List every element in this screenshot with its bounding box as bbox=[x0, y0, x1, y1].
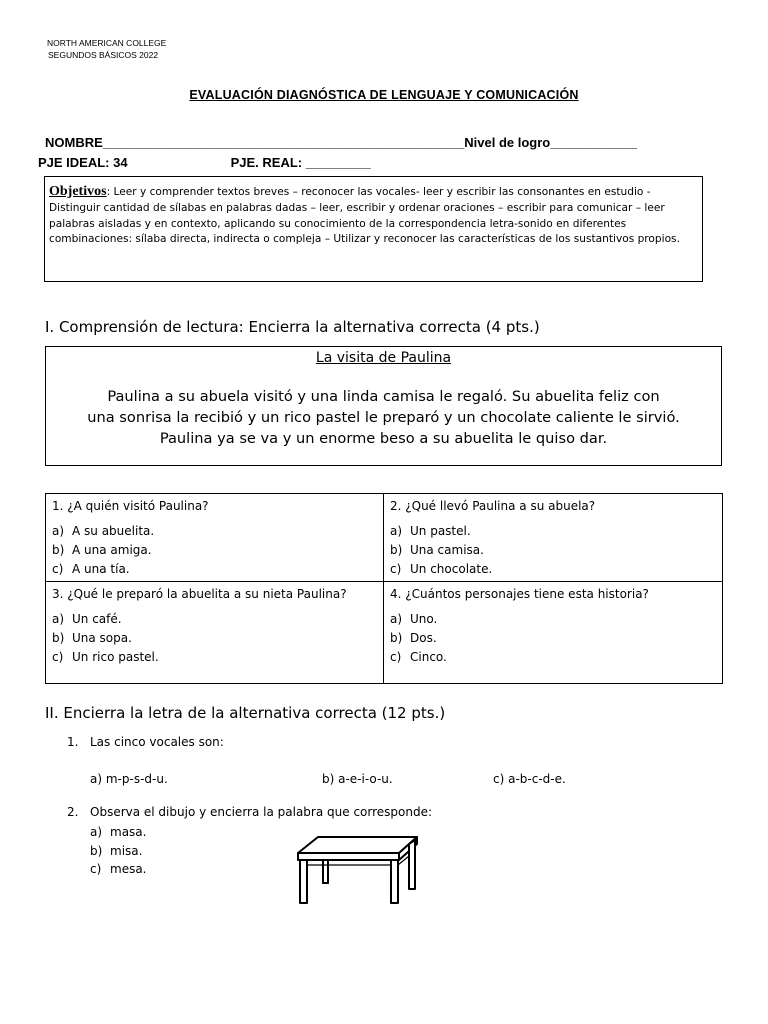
story-line: una sonrisa la recibió y un rico pastel le preparó y un chocolate caliente le sirvió. bbox=[87, 409, 680, 426]
answer-option[interactable]: a) A su abuelita. bbox=[52, 524, 155, 538]
story-title: La visita de Paulina bbox=[315, 350, 452, 366]
story-line: Paulina ya se va y un enorme beso a su abuelita le quiso dar. bbox=[159, 430, 608, 447]
section2-heading: II. Encierra la letra de la alternativa correcta (12 pts.) bbox=[45, 704, 446, 722]
answer-option[interactable]: b) A una amiga. bbox=[52, 543, 152, 557]
question-cell bbox=[384, 582, 723, 684]
answer-option[interactable]: c) mesa. bbox=[90, 862, 147, 876]
section1-heading: I. Comprensión de lectura: Encierra la alternativa correcta (4 pts.) bbox=[45, 318, 540, 336]
answer-option[interactable]: a) Un pastel. bbox=[390, 524, 471, 538]
table-drawing-icon bbox=[295, 833, 420, 905]
school-name: NORTH AMERICAN COLLEGE bbox=[47, 38, 167, 48]
answer-option[interactable]: c) A una tía. bbox=[52, 562, 130, 576]
question-text: 4. ¿Cuántos personajes tiene esta historia? bbox=[390, 587, 649, 601]
answer-option[interactable]: a) masa. bbox=[90, 825, 147, 839]
course-name: SEGUNDOS BÁSICOS 2022 bbox=[48, 50, 159, 60]
item2-number: 2. bbox=[67, 805, 79, 819]
answer-option[interactable]: b) a-e-i-o-u. bbox=[322, 772, 393, 786]
objectives-box bbox=[44, 176, 703, 282]
item2-text: Observa el dibujo y encierra la palabra que corresponde: bbox=[90, 805, 433, 819]
question-text: 2. ¿Qué llevó Paulina a su abuela? bbox=[390, 499, 596, 513]
question-cell bbox=[384, 494, 723, 582]
item1-number: 1. bbox=[67, 735, 79, 749]
questions-table bbox=[45, 493, 723, 684]
answer-option[interactable]: c) Un chocolate. bbox=[390, 562, 493, 576]
story-box bbox=[45, 346, 722, 466]
answer-option[interactable]: a) Un café. bbox=[52, 612, 122, 626]
question-cell bbox=[46, 494, 384, 582]
objectives-text: : Leer y comprender textos breves – reconocer las vocales- leer y escribir las consonantes en estudio -Distinguir cantidad de sílabas en palabras dadas – leer, escribir y ordenar oraciones – escribir para comunicar – leer palabras aisladas y en contexto, aplicando su conocimiento de la correspondencia letra-sonido en diferentes combinaciones: sílaba directa, indirecta o compleja – Utilizar y reconocer las características de los sustantivos propios. bbox=[49, 186, 680, 246]
answer-option[interactable]: c) Cinco. bbox=[390, 650, 447, 664]
answer-option[interactable]: b) misa. bbox=[90, 843, 143, 858]
question-text: 3. ¿Qué le preparó la abuelita a su nieta Paulina? bbox=[52, 587, 347, 601]
story-line: Paulina a su abuela visitó y una linda camisa le regaló. Su abuelita feliz con bbox=[107, 388, 660, 405]
score-line bbox=[38, 155, 371, 170]
answer-option[interactable]: c) a-b-c-d-e. bbox=[493, 772, 566, 786]
real-score: PJE. REAL: _________ bbox=[230, 155, 371, 170]
question-cell bbox=[46, 582, 384, 684]
answer-option[interactable]: a) m-p-s-d-u. bbox=[90, 772, 168, 786]
school-header bbox=[47, 37, 166, 61]
item2-prompt bbox=[67, 805, 432, 819]
answer-option[interactable]: b) Dos. bbox=[390, 631, 437, 645]
answer-option[interactable]: c) Un rico pastel. bbox=[52, 650, 159, 664]
answer-option[interactable]: b) Una camisa. bbox=[390, 543, 484, 557]
item1-text: Las cinco vocales son: bbox=[90, 735, 224, 749]
page-title: EVALUACIÓN DIAGNÓSTICA DE LENGUAJE Y COMUNICACIÓN bbox=[189, 88, 579, 102]
ideal-score: PJE IDEAL: 34 bbox=[38, 155, 128, 170]
item2-options bbox=[90, 823, 147, 879]
name-line: NOMBRE__________________________________________________Nivel de logro____________ bbox=[45, 135, 637, 150]
question-text: 1. ¿A quién visitó Paulina? bbox=[52, 499, 209, 513]
objectives-label: Objetivos bbox=[49, 184, 107, 199]
answer-option[interactable]: a) Uno. bbox=[390, 612, 438, 626]
answer-option[interactable]: b) Una sopa. bbox=[52, 631, 132, 645]
item1-prompt bbox=[67, 735, 224, 749]
